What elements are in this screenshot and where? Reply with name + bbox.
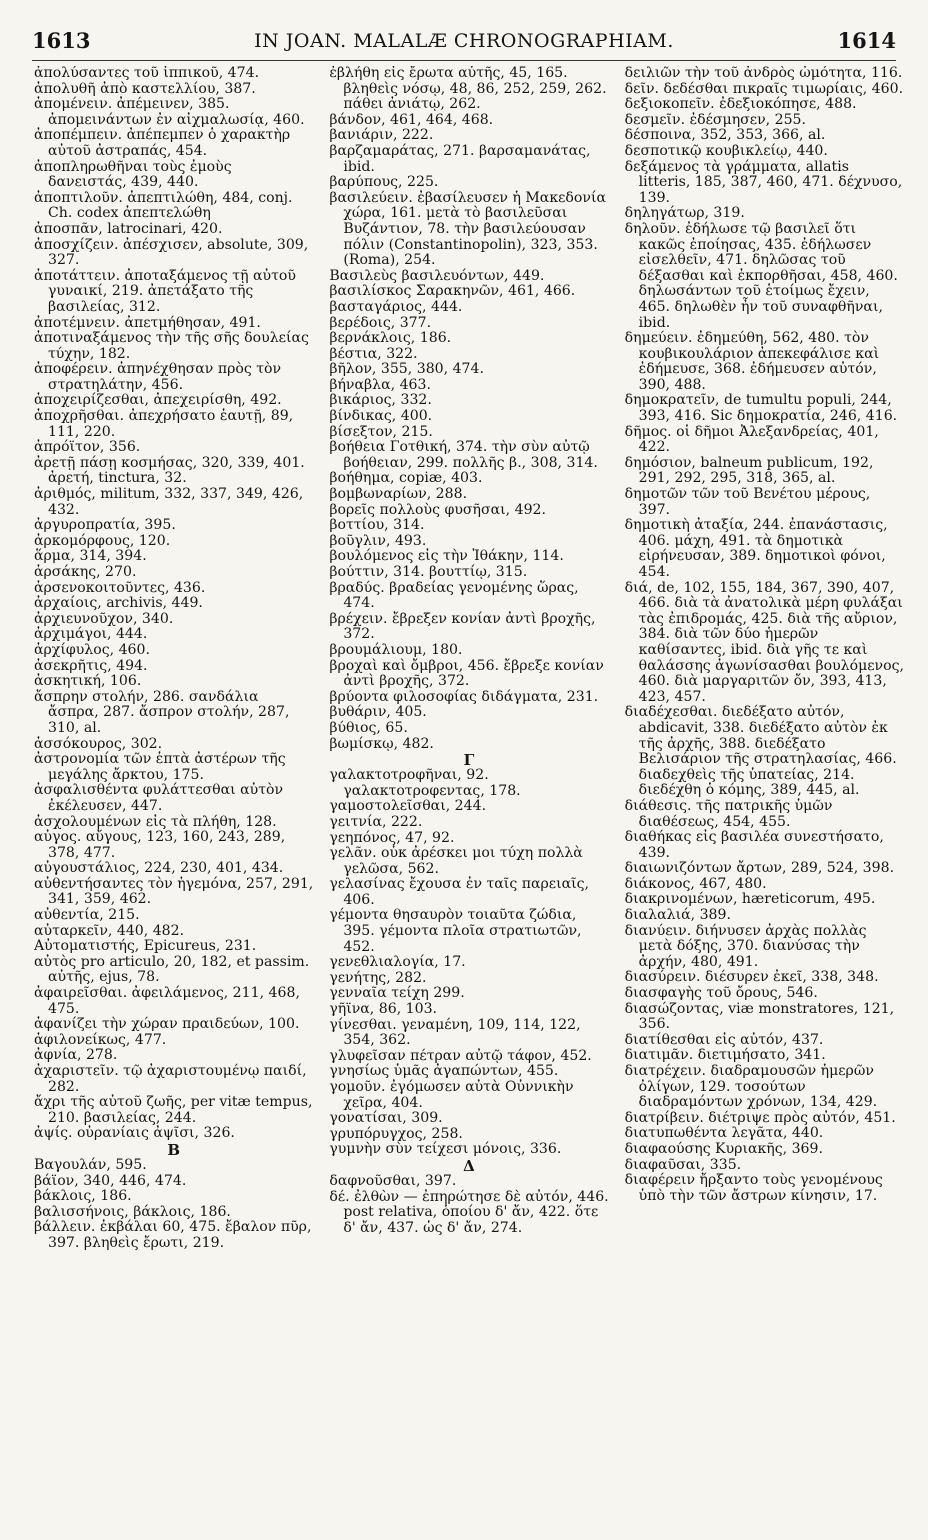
index-entry: δηληγάτωρ, 319. [624, 205, 745, 222]
index-entry: βορεῖς πολλοὺς φυσῆσαι, 492. [329, 501, 546, 518]
index-entry: γλυφεῖσαν πέτραν αὐτῷ τάφον, 452. [329, 1047, 592, 1064]
index-entry: διαφέρειν ἤρξαντο τοὺς γενομένους ὑπὸ τὴν τῶν ἄστρων κίνησιν, 17. [624, 1172, 883, 1204]
index-entry: βοήθεια Γοτθική, 374. τὴν σὺν αὐτῷ βοήθειαν, 299. πολλῆς β., 308, 314. [329, 439, 598, 471]
index-entry: ἀποπέμπειν. ἀπέπεμπεν ὁ χαρακτὴρ αὐτοῦ ἀστραπάς, 454. [34, 127, 291, 159]
index-entry: δεσμεῖν. ἐδέσμησεν, 255. [624, 111, 806, 128]
index-entry: βαλισσήνοις, βάκλοις, 186. [34, 1203, 231, 1220]
index-entry: ἀρσενοκοιτοῦντες, 436. [34, 579, 206, 596]
index-entry: ἀρκομόρφους, 120. [34, 532, 171, 549]
index-entry: γενναῖα τείχη 299. [329, 985, 465, 1002]
index-entry: διαφαῦσαι, 335. [624, 1156, 742, 1173]
index-entry: δηλοῦν. ἐδήλωσε τῷ βασιλεῖ ὅτι κακῶς ἐποίησας, 435. ἐδήλωσεν εἰσελθεῖν, 471. δηλῶσας τοῦ δέξασθαι καὶ ἐκπορθῆσαι, 458, 460. δηλωσάντων τοῦ ἑτοίμως ἔχειν, 465. δηλωθὲν ἦν τοῦ συναφθῆναι, ibid. [624, 220, 898, 331]
index-entry: ἀρχιευνοῦχον, 340. [34, 610, 174, 627]
index-entry: δημόσιον, balneum publicum, 192, 291, 292, 295, 318, 365, al. [624, 454, 874, 487]
index-entry: ἀσσόκουρος, 302. [34, 735, 163, 752]
index-entry: αὐτὸς pro articulo, 20, 182, et passim. αὐτῆς, ejus, 78. [34, 953, 310, 986]
index-entry: δημεύειν. ἐδημεύθη, 562, 480. τὸν κουβικουλάριον ἀπεκεφάλισε καὶ ἐδήμευσε, 368. ἐδήμευσεν αὐτόν, 390, 488. [624, 330, 880, 393]
index-entry: ἐβλήθη εἰς ἔρωτα αὐτῆς, 45, 165. βληθεὶς νόσῳ, 48, 86, 252, 259, 262. πάθει ἀνιάτῳ, 262. [329, 66, 607, 113]
index-entry: βασιλεύειν. ἐβασίλευσεν ἡ Μακεδονία χώρα, 161. μετὰ τὸ βασιλεῦσαι Βυζάντιον, 78. τὴν βασιλεύουσαν πόλιν (Constantinopolin), 323, 353. (Roma), 254. [329, 189, 607, 269]
index-entry: ἀποτάττειν. ἀποταξάμενος τῇ αὐτοῦ γυναικί, 219. ἀπετάξατο τῆς βασιλείας, 312. [34, 267, 296, 315]
index-entry: ἀφνία, 278. [34, 1047, 118, 1064]
column-right [625, 66, 904, 1526]
index-entry: γενήτης, 282. [329, 969, 427, 986]
index-entry: Αὐτοματιστής, Epicureus, 231. [34, 938, 257, 955]
column-left [34, 66, 313, 1526]
index-entry: ἀψίς. οὐρανίαις ἀψῖσι, 326. [34, 1125, 235, 1142]
header-rule [32, 60, 896, 61]
index-entry: ἀρχιμάγοι, 444. [34, 626, 148, 643]
index-entry: βῆλον, 355, 380, 474. [329, 361, 484, 378]
index-entry: ἀριθμός, militum, 332, 337, 349, 426, 432. [34, 486, 304, 518]
index-entry: βρύοντα φιλοσοφίας διδάγματα, 231. [329, 688, 599, 705]
index-entry: δειλιῶν τὴν τοῦ ἀνδρὸς ὠμότητα, 116. [624, 66, 903, 81]
section-letter: Δ [463, 1156, 475, 1175]
index-entry: βραδύς. βραδείας γενομένης ὥρας, 474. [329, 579, 579, 612]
section-letter: Β [167, 1140, 180, 1159]
index-entry: ἀρσάκης, 270. [34, 564, 137, 580]
index-entry: δεῖν. δεδέσθαι πικραῖς τιμωρίαις, 460. [624, 80, 904, 97]
index-entry: ἀφιλονείκως, 477. [34, 1031, 167, 1048]
index-entry: γαλακτοτροφῆναι, 92. γαλακτοτροφεντας, 178. [329, 767, 521, 799]
index-entry: γελασίνας ἔχουσα ἐν ταῖς παρειαῖς, 406. [329, 876, 590, 908]
index-entry: γυμνὴν σὺν τείχεσι μόνοις, 336. [329, 1141, 562, 1158]
index-entry: ἀσκητική, 106. [34, 673, 142, 690]
index-entry: δημοκρατεῖν, de tumultu populi, 244, 393, 416. Sic δημοκρατία, 246, 416. [624, 392, 898, 425]
index-entry: βύθιος, 65. [329, 719, 408, 736]
index-entry: βίνδικας, 400. [329, 408, 433, 425]
column-middle [329, 66, 608, 1526]
index-entry: διασφαγὴς τοῦ ὄρους, 546. [624, 985, 818, 1002]
index-entry: δημοτῶν τῶν τοῦ Βενέτου μέρους, 397. [624, 486, 871, 518]
index-entry: βρέχειν. ἔβρεξεν κονίαν ἀντὶ βροχῆς, 372. [329, 610, 596, 643]
page-header [32, 28, 896, 58]
index-entry: γελᾶν. οὐκ ἀρέσκει μοι τύχη πολλὰ γελῶσα, 562. [329, 845, 583, 877]
index-entry: ἅρμα, 314, 394. [34, 548, 147, 565]
index-entry: βερέδοις, 377. [329, 314, 432, 331]
index-entry: γέμοντα θησαυρὸν τοιαῦτα ζώδια, 395. γέμοντα πλοῖα στρατιωτῶν, 452. [329, 907, 582, 955]
index-columns [34, 66, 904, 1526]
index-entry: διαλαλιά, 389. [624, 907, 731, 924]
index-entry: γνησίως ὑμᾶς ἀγαπώντων, 455. [329, 1063, 559, 1080]
index-entry: ἀποσπᾶν, latrocinari, 420. [34, 220, 223, 237]
index-entry: ἀρχίφυλος, 460. [34, 641, 150, 658]
page-number-left: 1613 [32, 28, 91, 53]
index-entry: ἀποσχίζειν. ἀπέσχισεν, absolute, 309, 327. [34, 236, 309, 269]
index-entry: γομοῦν. ἐγόμωσεν αὐτὰ Οὐννικὴν χεῖρα, 404. [329, 1079, 574, 1111]
index-entry: διά, de, 102, 155, 184, 367, 390, 407, 466. διὰ τὰ ἀνατολικὰ μέρη φυλάξαι τὰς ἐπιδρομάς, 425. διὰ τῆς αὔριον, 384. διὰ τῶν δύο ἡμερῶν καθίσαντες, ibid. διὰ γῆς τε καὶ θαλάσσης ἀγωνίσασθαι βουλόμενος, 460. διὰ μαργαριτῶν ὄν, 393, 413, 423, 457. [624, 579, 904, 705]
index-entry: ἀφανίζει τὴν χώραν πραιδεύων, 100. [34, 1016, 300, 1033]
index-entry: δέ. ἐλθὼν — ἐπηρώτησε δὲ αὐτόν, 446. post relativa, ὁποίου δ' ἄν, 422. ὅτε δ' ἄν, 437. ὡς δ' ἄν, 274. [329, 1188, 609, 1236]
index-entry: ἀπομένειν. ἀπέμεινεν, 385. ἀπομεινάντων ἐν αἰχμαλωσίᾳ, 460. [34, 96, 305, 128]
index-entry: γεηπόνος, 47, 92. [329, 829, 455, 846]
index-entry: βούττιν, 314. βουττίῳ, 315. [329, 564, 528, 580]
index-entry: ἀποπτιλοῦν. ἀπεπτιλώθη, 484, conj. Ch. codex ἀπεπτελώθη [34, 189, 293, 222]
index-entry: διαφαούσης Κυριακῆς, 369. [624, 1140, 823, 1157]
index-entry: ἀφαιρεῖσθαι. ἀφειλάμενος, 211, 468, 475. [34, 985, 300, 1017]
index-entry: διάθεσις. τῆς πατρικῆς ὑμῶν διαθέσεως, 454, 455. [624, 797, 833, 830]
index-entry: Βασιλεὺς βασιλευόντων, 449. [329, 267, 545, 284]
index-entry: ἀργυροπρατία, 395. [34, 517, 176, 534]
index-entry: βικάριος, 332. [329, 392, 432, 409]
index-entry: ἀποπληρωθῆναι τοὺς ἐμοὺς δανειστάς, 439, 440. [34, 158, 232, 191]
page-number-right: 1614 [837, 28, 896, 53]
index-entry: γενεθλιαλογία, 17. [329, 954, 466, 971]
index-entry: βάϊον, 340, 446, 474. [34, 1172, 187, 1189]
index-entry: γαμοστολεῖσθαι, 244. [329, 798, 487, 815]
index-entry: αὐταρκεῖν, 440, 482. [34, 922, 185, 939]
index-entry: διάκονος, 467, 480. [624, 875, 767, 892]
index-entry: διανύειν. διήνυσεν ἀρχὰς πολλὰς μετὰ δόξης, 370. διανύσας τὴν ἀρχήν, 480, 491. [624, 922, 867, 970]
index-entry: ἀσεκρῆτις, 494. [34, 657, 148, 674]
index-entry: βίσεξτον, 215. [329, 423, 433, 440]
index-entry: ἀρετῇ πάσῃ κοσμήσας, 320, 339, 401. ἀρετή, tinctura, 32. [34, 454, 305, 487]
index-entry: ἀποτιναξάμενος τὴν τῆς σῆς δουλείας τύχην, 182. [34, 330, 309, 362]
index-entry: ἄσπρην στολήν, 286. σανδάλια ἄσπρα, 287. ἄσπρον στολήν, 287, 310, al. [34, 688, 290, 736]
index-entry: διαιωνιζόντων ἄρτων, 289, 524, 398. [624, 860, 895, 877]
index-entry: βήναβλα, 463. [329, 376, 431, 393]
index-entry: διακρινομένων, hæreticorum, 495. [624, 891, 876, 908]
index-entry: βαρύπους, 225. [329, 174, 439, 191]
index-entry: ἀσχολουμένων εἰς τὰ πλήθη, 128. [34, 813, 277, 830]
index-entry: διατίθεσθαι εἰς αὐτόν, 437. [624, 1031, 824, 1048]
index-entry: δημοτικὴ ἀταξία, 244. ἐπανάστασις, 406. μάχη, 491. τὰ δημοτικὰ εἰρήνευσαν, 389. δημοτικοὶ φόνοι, 454. [624, 517, 888, 580]
index-entry: βασιλίσκος Σαρακηνῶν, 461, 466. [329, 283, 576, 300]
running-title: IN JOAN. MALALÆ CHRONOGRAPHIAM. [254, 30, 674, 52]
index-entry: δῆμος. οἱ δῆμοι Ἀλεξανδρείας, 401, 422. [624, 423, 879, 456]
index-entry: βυθάριν, 405. [329, 704, 427, 721]
index-entry: βρουμάλιουμ, 180. [329, 641, 463, 658]
index-entry: ἀσφαλισθέντα φυλάττεσθαι αὐτὸν ἐκέλευσεν, 447. [34, 782, 284, 814]
index-entry: γῆϊνα, 86, 103. [329, 1001, 438, 1018]
index-entry: διασώζοντας, viæ monstratores, 121, 356. [624, 1000, 895, 1033]
index-entry: ἀπολύσαντες τοῦ ἱππικοῦ, 474. [34, 66, 260, 81]
index-entry: δέσποινα, 352, 353, 366, al. [624, 127, 826, 144]
index-entry: ἀρχαίοις, archivis, 449. [34, 595, 203, 612]
index-entry: βοήθημα, copiæ, 403. [329, 470, 483, 487]
index-entry: δεξάμενος τὰ γράμματα, allatis litteris, 185, 387, 460, 471. δέχνυσο, 139. [624, 158, 903, 206]
index-entry: αὐθεντία, 215. [34, 907, 140, 924]
index-entry: δαφνοῦσθαι, 397. [329, 1172, 457, 1189]
index-entry: βερνάκλοις, 186. [329, 330, 452, 347]
index-entry: βοττίου, 314. [329, 517, 425, 534]
index-entry: διαδέχεσθαι. διεδέξατο αὐτόν, abdicavit, 338. διεδέξατο αὐτὸν ἐκ τῆς ἀρχῆς, 388. διεδέξατο Βελισάριον τῆς στρατηλασίας, 466. διαδεχθεὶς τῆς ὑπατείας, 214. διεδέχθη ὁ κόμης, 389, 445, al. [624, 704, 897, 799]
index-entry: βροχαὶ καὶ ὄμβροι, 456. ἔβρεξε κονίαν ἀντὶ βροχῆς, 372. [329, 657, 604, 690]
index-entry: διαθήκας εἰς βασιλέα συνεστήσατο, 439. [624, 829, 884, 861]
index-entry: βοῦγλιν, 493. [329, 532, 427, 549]
index-entry: βέστια, 322. [329, 345, 418, 362]
index-entry: διατυπωθέντα λεγᾶτα, 440. [624, 1125, 824, 1142]
index-entry: ἀποφέρειν. ἀπηνέχθησαν πρὸς τὸν στρατηλάτην, 456. [34, 361, 282, 393]
index-entry: γίνεσθαι. γεναμένη, 109, 114, 122, 354, 362. [329, 1016, 581, 1049]
index-entry: δεξιοκοπεῖν. ἐδεξιοκόπησε, 488. [624, 96, 857, 113]
index-entry: αὐθεντήσαντες τὸν ἡγεμόνα, 257, 291, 341, 359, 462. [34, 875, 314, 908]
index-entry: ἀπολυθῆ ἀπὸ καστελλίου, 387. [34, 80, 256, 97]
index-entry: ἀποτέμνειν. ἀπετμήθησαν, 491. [34, 314, 261, 331]
index-entry: γρυπόρυγχος, 258. [329, 1125, 463, 1142]
index-entry: ἄχρι τῆς αὐτοῦ ζωῆς, per vitæ tempus, 210. βασιλείας, 244. [34, 1094, 313, 1126]
index-entry: ἀπρόϊτον, 356. [34, 439, 141, 456]
index-entry: βανιάριν, 222. [329, 127, 434, 144]
index-entry: αὐγουστάλιος, 224, 230, 401, 434. [34, 860, 284, 877]
index-entry: γειτνία, 222. [329, 813, 423, 830]
index-entry: Βαγουλάν, 595. [34, 1156, 147, 1173]
index-entry: διασύρειν. διέσυρεν ἐκεῖ, 338, 348. [624, 969, 879, 986]
section-letter: Γ [463, 751, 475, 770]
index-entry: ἀστρονομία τῶν ἑπτὰ ἀστέρων τῆς μεγάλης ἄρκτου, 175. [34, 751, 286, 783]
index-entry: αὐγος. αὔγους, 123, 160, 243, 289, 378, 477. [34, 829, 286, 861]
index-entry: διατρίβειν. διέτριψε πρὸς αὐτόν, 451. [624, 1109, 896, 1126]
index-entry: ἀχαριστεῖν. τῷ ἀχαριστουμένῳ παιδί, 282. [34, 1063, 307, 1095]
index-entry: βουλόμενος εἰς τὴν Ἰθάκην, 114. [329, 548, 564, 565]
index-entry: βάλλειν. ἐκβάλαι 60, 475. ἔβαλον πῦρ, 397. βληθεὶς ἔρωτι, 219. [34, 1219, 312, 1251]
index-entry: ἀποχρῆσθαι. ἀπεχρήσατο ἑαυτῇ, 89, 111, 220. [34, 408, 294, 440]
index-entry: γονατίσαι, 309. [329, 1110, 443, 1127]
index-entry: βάκλοις, 186. [34, 1188, 132, 1205]
index-entry: διατιμᾶν. διετιμήσατο, 341. [624, 1047, 826, 1064]
index-entry: βαρζαμαράτας, 271. βαρσαμανάτας, ibid. [329, 142, 591, 175]
index-entry: βάνδον, 461, 464, 468. [329, 111, 494, 128]
index-entry: διατρέχειν. διαδραμουσῶν ἡμερῶν ὀλίγων, 129. τοσούτων διαδραμόντων χρόνων, 134, 429. [624, 1063, 878, 1111]
index-entry: δεσποτικῷ κουβικλείῳ, 440. [624, 142, 828, 159]
index-entry: ἀποχειρίζεσθαι, ἀπεχειρίσθη, 492. [34, 392, 282, 409]
index-entry: βασταγάριος, 444. [329, 298, 463, 315]
index-entry: βωμίσκῳ, 482. [329, 735, 434, 752]
index-entry: βομβωναρίων, 288. [329, 486, 468, 503]
